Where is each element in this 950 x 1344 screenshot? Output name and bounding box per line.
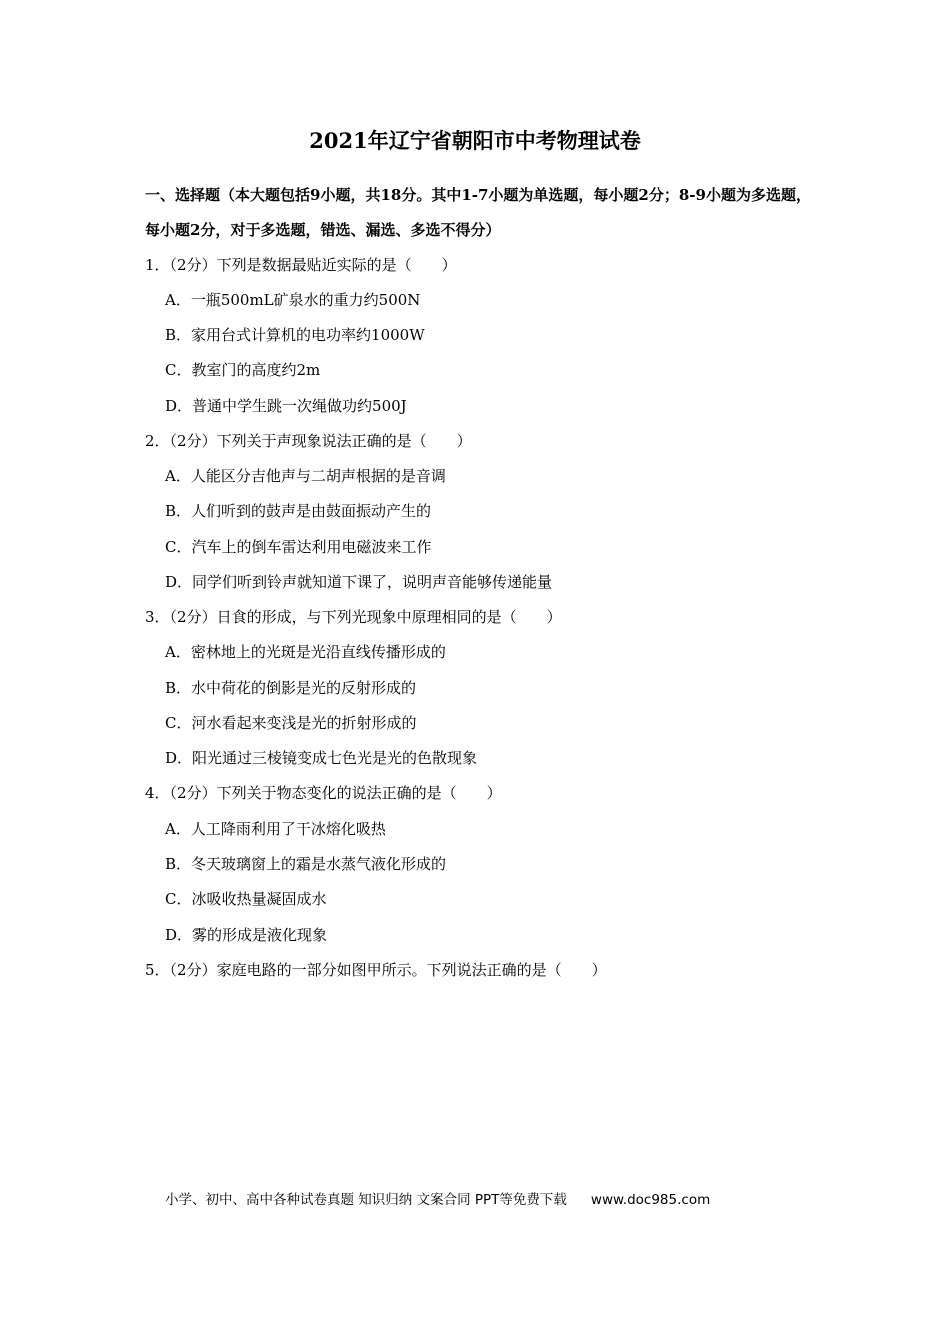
section-header: 一、选择题（本大题包括9小题，共18分。其中1-7小题为单选题，每小题2分；8-9小题为多选题，每小题2分，对于多选题，错选、漏选、多选不得分） (145, 186, 811, 239)
question-2-option-c: C．汽车上的倒车雷达利用电磁波来工作 (165, 538, 432, 556)
question-4-option-c: C．冰吸收热量凝固成水 (165, 890, 327, 908)
question-3-option-a: A．密林地上的光斑是光沿直线传播形成的 (165, 643, 446, 661)
question-2-option-a: A．人能区分吉他声与二胡声根据的是音调 (165, 467, 446, 485)
question-5-stem: 5．（2分）家庭电路的一部分如图甲所示。下列说法正确的是（ ） (145, 961, 607, 979)
question-3-option-b: B．水中荷花的倒影是光的反射形成的 (165, 679, 417, 697)
question-4-option-b: B．冬天玻璃窗上的霜是水蒸气液化形成的 (165, 855, 447, 873)
question-2-option-b: B．人们听到的鼓声是由鼓面振动产生的 (165, 502, 432, 520)
question-4-stem: 4．（2分）下列关于物态变化的说法正确的是（ ） (145, 784, 502, 802)
footer-text: 小学、初中、高中各种试卷真题 知识归纳 文案合同 PPT等免费下载 (165, 1192, 567, 1208)
question-3-stem: 3．（2分）日食的形成，与下列光现象中原理相同的是（ ） (145, 608, 562, 626)
question-4-option-d: D．雾的形成是液化现象 (165, 926, 328, 944)
question-1-option-d: D．普通中学生跳一次绳做功约500J (165, 397, 407, 415)
question-1-option-a: A．一瓶500mL矿泉水的重力约500N (165, 291, 421, 309)
footer-url[interactable]: www.doc985.com (590, 1192, 711, 1208)
question-3-option-c: C．河水看起来变浅是光的折射形成的 (165, 714, 417, 732)
question-2-stem: 2．（2分）下列关于声现象说法正确的是（ ） (145, 432, 472, 450)
page-footer (165, 1190, 710, 1210)
question-1-option-b: B．家用台式计算机的电功率约1000W (165, 326, 425, 344)
question-1-option-c: C．教室门的高度约2m (165, 361, 321, 379)
question-1-stem: 1．（2分）下列是数据最贴近实际的是（ ） (145, 256, 457, 274)
question-3-option-d: D．阳光通过三棱镜变成七色光是光的色散现象 (165, 749, 478, 767)
page-title: 2021年辽宁省朝阳市中考物理试卷 (309, 128, 641, 153)
question-4-option-a: A．人工降雨利用了干冰熔化吸热 (165, 820, 386, 838)
question-2-option-d: D．同学们听到铃声就知道下课了，说明声音能够传递能量 (165, 573, 553, 591)
